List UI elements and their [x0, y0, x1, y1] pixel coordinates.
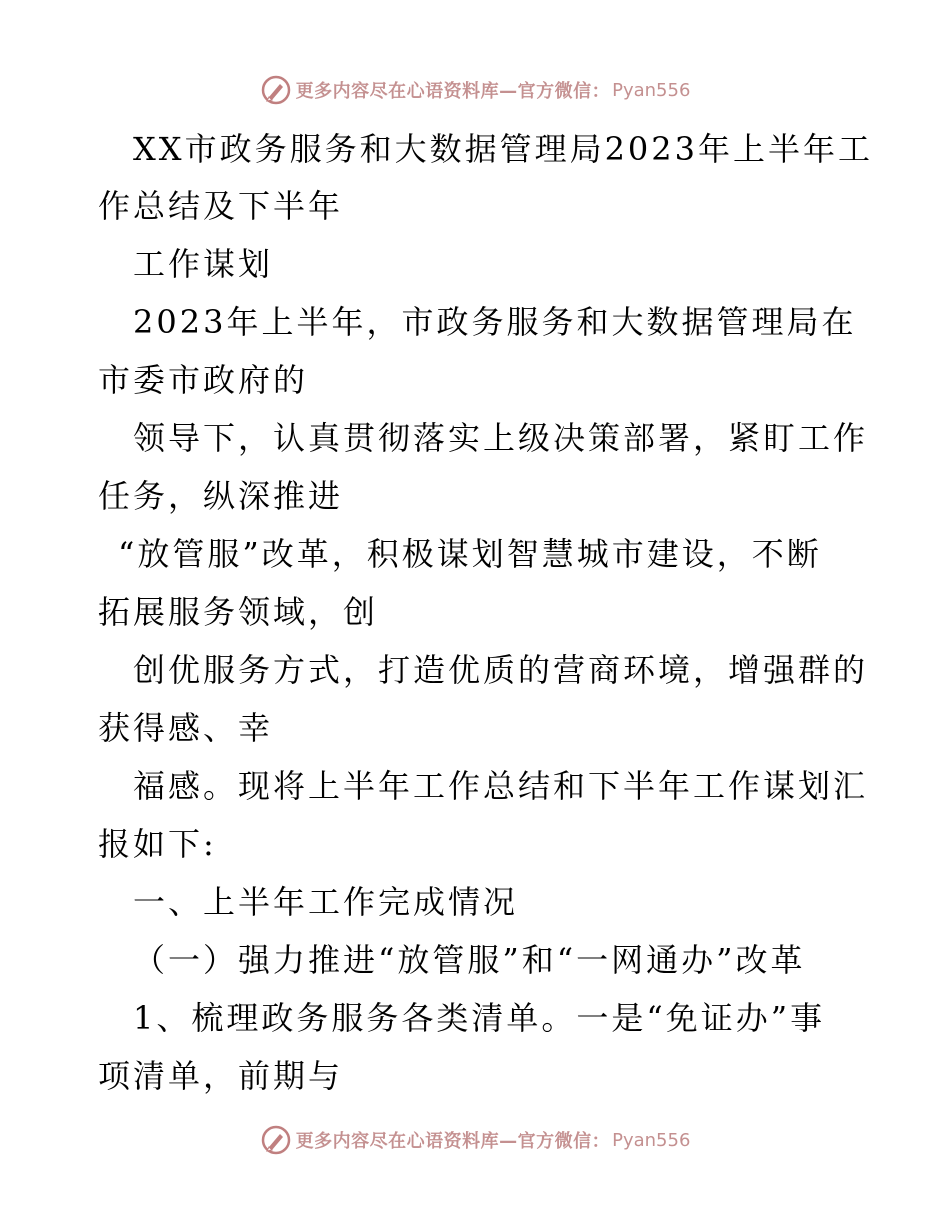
- text-line: 任务，纵深推进: [98, 477, 344, 515]
- text-line: 工作谋划: [133, 245, 274, 283]
- subsection-heading: （一）强力推进“放管服”和“一网通办”改革: [133, 941, 806, 979]
- pen-logo-icon: [260, 1124, 292, 1156]
- text-line: 获得感、幸: [98, 709, 274, 747]
- text-line: 项清单，前期与: [98, 1057, 344, 1095]
- text-line: 市委市政府的: [98, 361, 309, 399]
- text-line: 报如下:: [98, 825, 217, 863]
- section-heading: 一、上半年工作完成情况: [133, 883, 519, 921]
- text-line: 福感。现将上半年工作总结和下半年工作谋划汇: [133, 767, 869, 805]
- text-line: 作总结及下半年: [98, 187, 344, 225]
- text-line: XX市政务服务和大数据管理局2023年上半年工: [133, 130, 874, 168]
- text-line: “放管服”改革，积极谋划智慧城市建设，不断: [118, 535, 822, 573]
- text-line: 拓展服务领域，创: [98, 593, 379, 631]
- watermark-handle: Pyan556: [612, 1129, 691, 1151]
- text-line: 1、梳理政务服务各类清单。一是“免证办”事: [133, 999, 826, 1037]
- watermark-text: 更多内容尽在心语资料库—官方微信：: [295, 81, 611, 102]
- watermark-handle: Pyan556: [612, 79, 691, 101]
- watermark-banner-bottom: [0, 1120, 950, 1160]
- text-line: 2023年上半年，市政务服务和大数据管理局在: [133, 303, 857, 341]
- text-line: 创优服务方式，打造优质的营商环境，增强群的: [133, 651, 869, 689]
- text-line: 领导下，认真贯彻落实上级决策部署，紧盯工作: [133, 419, 869, 457]
- watermark-text: 更多内容尽在心语资料库—官方微信：: [295, 1131, 611, 1152]
